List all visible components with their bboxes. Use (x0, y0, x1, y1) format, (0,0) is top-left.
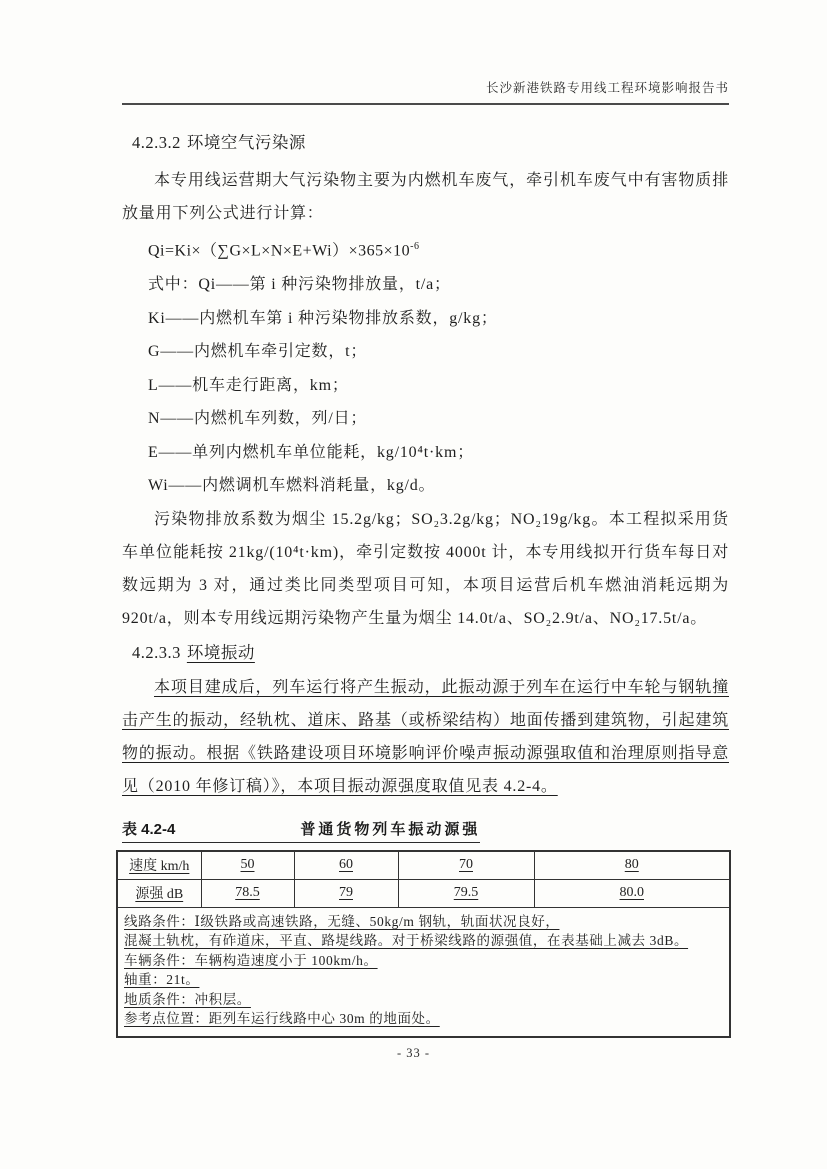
table-caption-title: 普通货物列车振动源强 (300, 820, 481, 838)
section-heading-vibration (132, 641, 729, 665)
emission-paragraph: 污染物排放系数为烟尘 15.2g/kg；SO₂3.2g/kg；NO₂19g/kg。本工程拟采用货车单位能耗按 21kg/(10⁴t·km)，牵引定数按 4000t 计，本专用线拟开行货车每日对数远期为 3 对，通过类比同类型项目可知，本项目运营后机车燃油消耗远期为 920t/a，则本专用线远期污染物产生量为烟尘 14.0t/a、SO₂2.9t/a、NO₂17.5t/a。 (122, 510, 729, 627)
formula-definition-line: Ki——内燃机车第 i 种污染物排放系数，g/kg； (148, 309, 498, 327)
table-caption (122, 818, 729, 843)
table-caption-label: 表 4.2-4 (122, 820, 176, 838)
formula-definition-line: G——内燃机车牵引定数，t； (148, 343, 368, 361)
formula-exponent: -6 (410, 241, 420, 252)
table-note-line (124, 1009, 723, 1029)
formula-definition-line: N——内燃机车列数，列/日； (148, 410, 368, 428)
formula-definition-line: L——机车走行距离，km； (148, 376, 349, 394)
formula-definition-line: E——单列内燃机车单位能耗，kg/10⁴t·km； (148, 443, 475, 461)
table-row (117, 851, 730, 880)
note-text: 线路条件：Ⅰ级铁路或高速铁路，无缝、50kg/m 钢轨，轨面状况良好， (124, 913, 560, 929)
value-cell (398, 851, 534, 880)
cell-text: 79.5 (453, 885, 479, 901)
formula-base: Qi=Ki×（∑G×L×N×E+Wi）×365×10 (148, 242, 411, 260)
formula-definition-line: Wi——内燃调机车燃料消耗量，kg/d。 (148, 477, 436, 495)
value-cell (398, 879, 534, 907)
section-title: 环境空气污染源 (186, 133, 306, 152)
page-number: - 33 - (396, 1046, 431, 1060)
table-row (117, 879, 730, 907)
cell-text: 源强 dB (135, 887, 184, 903)
value-cell (201, 851, 294, 880)
note-text: 参考点位置：距列车运行线路中心 30m 的地面处。 (124, 1011, 440, 1027)
section-heading-air (132, 131, 729, 155)
note-text: 地质条件：冲积层。 (124, 991, 251, 1007)
cell-text: 60 (339, 857, 353, 873)
table-notes-row (117, 907, 730, 1037)
cell-text: 80.0 (619, 885, 644, 901)
table-note-line (124, 931, 723, 951)
note-text: 车辆条件：车辆构造速度小于 100km/h。 (124, 952, 378, 968)
header-title: 长沙新港铁路专用线工程环境影响报告书 (485, 81, 729, 95)
cell-text: 78.5 (235, 885, 260, 901)
cell-text: 80 (624, 857, 639, 873)
cell-text: 速度 km/h (129, 859, 190, 875)
section-title: 环境振动 (186, 642, 255, 662)
formula-definitions (148, 268, 729, 503)
table-note-line (124, 970, 723, 990)
value-cell (294, 879, 398, 907)
table-note-line (124, 912, 723, 932)
table-note-line (124, 951, 723, 971)
row-label-cell (117, 879, 201, 907)
value-cell (534, 851, 730, 880)
air-intro-paragraph: 本专用线运营期大气污染物主要为内燃机车废气，牵引机车废气中有害物质排放量用下列公式进行计算： (122, 172, 729, 222)
value-cell (534, 879, 730, 907)
vibration-paragraph: 本项目建成后，列车运行将产生振动，此振动源于列车在运行中车轮与钢轨撞击产生的振动，经轨枕、道床、路基（或桥梁结构）地面传播到建筑物，引起建筑物的振动。根据《铁路建设项目环境影响评价噪声振动源强取值和治理原则指导意见（2010 年修订稿）》，本项目振动源强度取值见表 4.2-4。 (122, 678, 729, 795)
cell-text: 70 (459, 857, 473, 873)
value-cell (201, 879, 294, 907)
cell-text: 50 (240, 857, 255, 873)
vibration-table-body (117, 851, 730, 1037)
page-header (122, 78, 729, 105)
formula-definition-line: 式中：Qi——第 i 种污染物排放量，t/a； (148, 276, 451, 294)
note-text: 混凝土轨枕，有砟道床，平直、路堤线路。对于桥梁线路的源强值，在表基础上减去 3dB。 (124, 933, 689, 949)
row-label-cell (117, 851, 201, 880)
value-cell (294, 851, 398, 880)
section-number: 4.2.3.2 (132, 133, 181, 152)
cell-text: 79 (339, 885, 353, 901)
note-text: 轴重：21t。 (124, 972, 200, 988)
emission-formula (148, 230, 729, 268)
section-number: 4.2.3.3 (132, 642, 181, 662)
table-notes-cell (117, 907, 730, 1037)
table-caption-underline (122, 818, 480, 843)
table-note-line (124, 990, 723, 1010)
vibration-source-table (116, 850, 731, 1038)
